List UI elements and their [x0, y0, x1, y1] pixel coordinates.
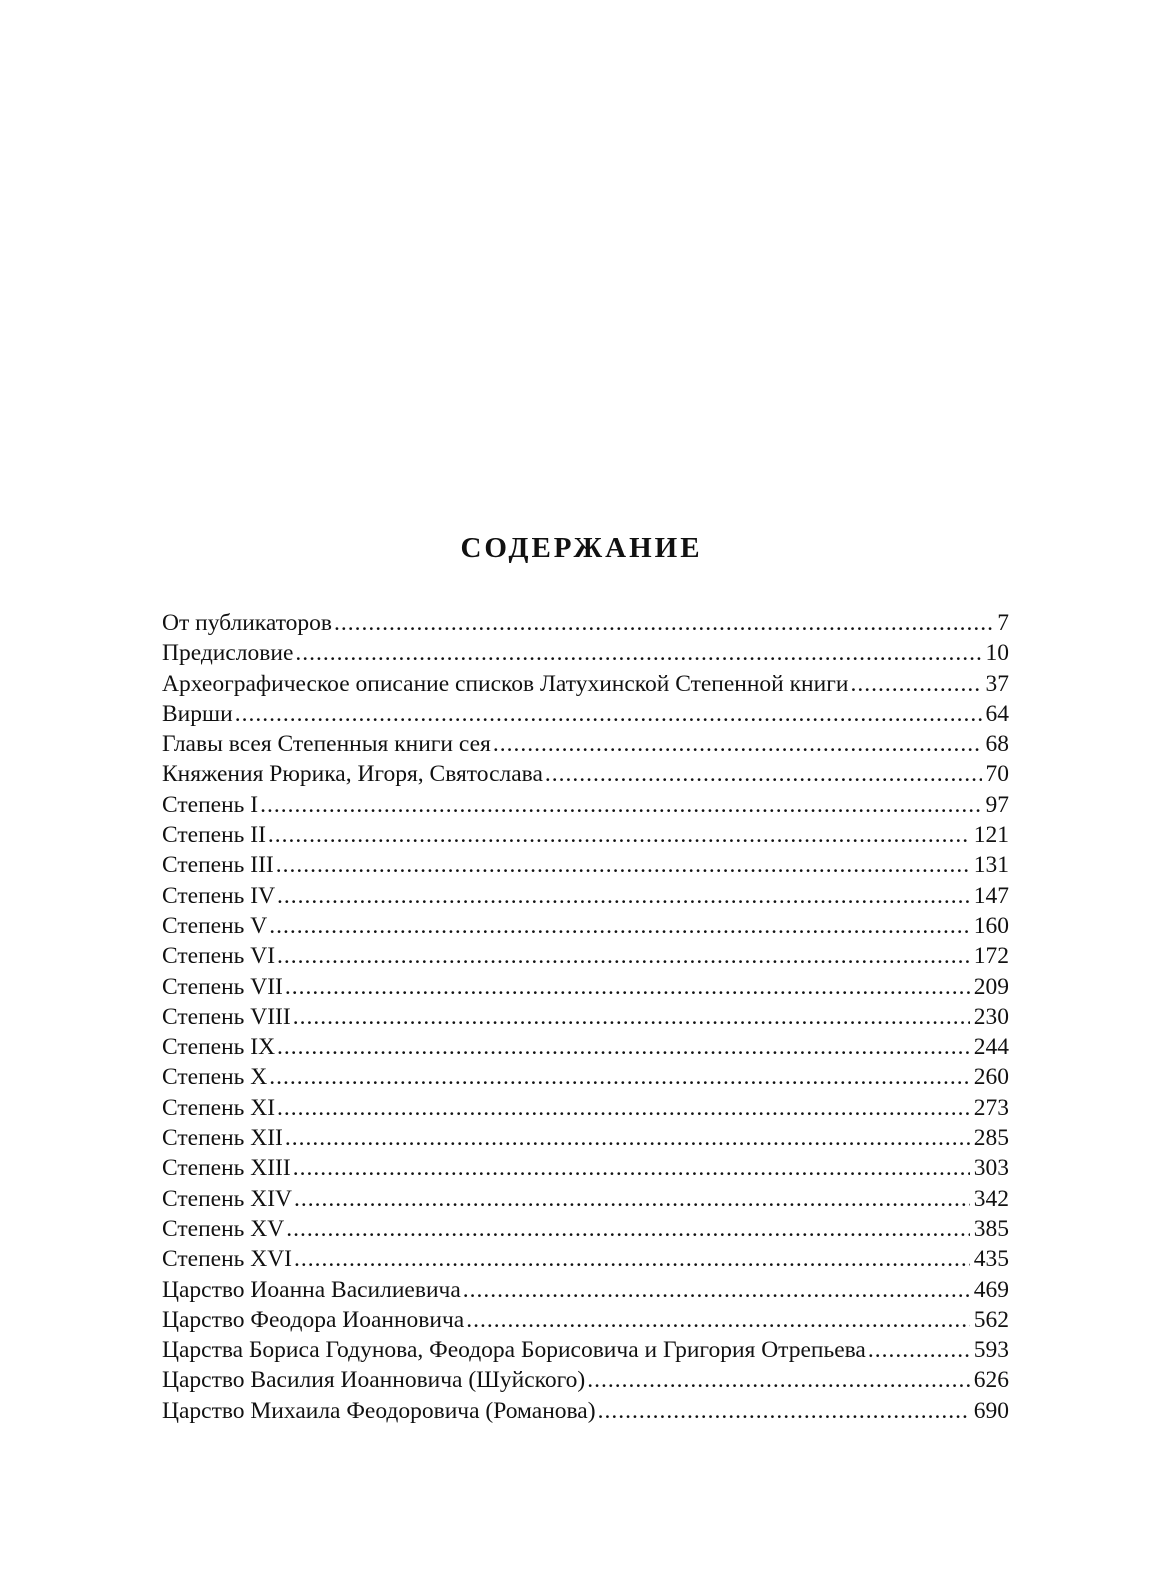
- toc-entry-page-number: 690: [973, 1397, 1009, 1424]
- dot-leader: [285, 972, 970, 1002]
- toc-entry[interactable]: [162, 1093, 1009, 1123]
- toc-entry-page-number: 7: [997, 610, 1009, 636]
- toc-entry-title: Вирши: [162, 700, 233, 727]
- toc-entry[interactable]: [162, 1184, 1009, 1214]
- toc-entry[interactable]: [162, 1335, 1009, 1365]
- toc-entry-page-number: 131: [973, 852, 1009, 879]
- toc-entry-page-number: 626: [973, 1367, 1009, 1394]
- toc-entry-page-number: 147: [973, 882, 1009, 909]
- toc-entry-page-number: 160: [973, 912, 1009, 939]
- dot-leader: [277, 881, 970, 911]
- toc-entry[interactable]: [162, 1305, 1009, 1335]
- toc-entry[interactable]: [162, 699, 1009, 729]
- toc-entry-page-number: 385: [973, 1215, 1009, 1242]
- toc-entry[interactable]: [162, 759, 1009, 789]
- page-title: СОДЕРЖАНИЕ: [460, 532, 703, 565]
- toc-entry-page-number: 37: [985, 670, 1009, 697]
- dot-leader: [276, 850, 970, 880]
- toc-entry-page-number: 285: [973, 1125, 1009, 1152]
- dot-leader: [868, 1335, 970, 1365]
- dot-leader: [269, 1062, 970, 1092]
- toc-entry-title: Степень XIV: [162, 1185, 293, 1212]
- toc-entry[interactable]: [162, 669, 1009, 699]
- dot-leader: [850, 669, 981, 699]
- toc-entry[interactable]: [162, 1365, 1009, 1395]
- toc-entry-title: Степень XIII: [162, 1155, 291, 1182]
- toc-entry[interactable]: [162, 1123, 1009, 1153]
- toc-entry-page-number: 97: [985, 791, 1009, 818]
- toc-entry-page-number: 562: [973, 1306, 1009, 1333]
- toc-entry-title: От публикаторов: [162, 610, 332, 636]
- toc-entry[interactable]: [162, 729, 1009, 759]
- dot-leader: [235, 699, 982, 729]
- toc-entry[interactable]: [162, 1396, 1009, 1426]
- dot-leader: [277, 1032, 970, 1062]
- toc-entry-page-number: 260: [973, 1064, 1009, 1091]
- dot-leader: [545, 759, 982, 789]
- dot-leader: [285, 1123, 970, 1153]
- toc-entry-page-number: 64: [985, 700, 1009, 727]
- toc-entry-page-number: 209: [973, 973, 1009, 1000]
- dot-leader: [493, 729, 982, 759]
- toc-entry-title: Степень IV: [162, 882, 276, 909]
- toc-entry[interactable]: [162, 972, 1009, 1002]
- toc-entry[interactable]: [162, 911, 1009, 941]
- dot-leader: [293, 1153, 970, 1183]
- dot-leader: [277, 1093, 970, 1123]
- toc-entry-title: Степень XI: [162, 1094, 276, 1121]
- toc-entry-page-number: 10: [985, 640, 1009, 667]
- toc-entry[interactable]: [162, 850, 1009, 880]
- dot-leader: [294, 1184, 970, 1214]
- toc-entry-title: Степень I: [162, 791, 259, 818]
- toc-entry-page-number: 121: [973, 822, 1009, 849]
- dot-leader: [269, 911, 970, 941]
- toc-entry[interactable]: [162, 790, 1009, 820]
- toc-entry-title: Степень VIII: [162, 1003, 291, 1030]
- toc-entry[interactable]: [162, 1214, 1009, 1244]
- toc-entry-title: Царство Иоанна Василиевича: [162, 1276, 461, 1303]
- toc-entry[interactable]: [162, 1032, 1009, 1062]
- toc-entry[interactable]: [162, 608, 1009, 638]
- toc-entry-title: Степень VI: [162, 943, 276, 970]
- toc-entry-title: Царства Бориса Годунова, Феодора Борисовича и Григория Отрепьева: [162, 1337, 866, 1364]
- toc-entry-page-number: 342: [973, 1185, 1009, 1212]
- toc-entry-page-number: 230: [973, 1003, 1009, 1030]
- toc-entry-title: Степень IX: [162, 1034, 276, 1061]
- toc-entry[interactable]: [162, 1002, 1009, 1032]
- toc-entry-title: Степень X: [162, 1064, 268, 1091]
- toc-entry-page-number: 172: [973, 943, 1009, 970]
- dot-leader: [268, 820, 970, 850]
- toc-entry-title: Главы всея Степенныя книги сея: [162, 731, 491, 758]
- toc-entry-title: Царство Василия Иоанновича (Шуйского): [162, 1367, 586, 1394]
- dot-leader: [295, 638, 981, 668]
- toc-entry-title: Степень III: [162, 852, 274, 879]
- toc-entry-title: Царство Феодора Иоанновича: [162, 1306, 465, 1333]
- toc-entry[interactable]: [162, 1244, 1009, 1274]
- toc-entry-title: Степень XV: [162, 1215, 285, 1242]
- toc-entry-title: Степень XII: [162, 1125, 283, 1152]
- toc-entry[interactable]: [162, 941, 1009, 971]
- toc-entry-page-number: 68: [985, 731, 1009, 758]
- toc-entry-page-number: 303: [973, 1155, 1009, 1182]
- toc-entry-title: Княжения Рюрика, Игоря, Святослава: [162, 761, 543, 788]
- toc-entry-title: Степень VII: [162, 973, 283, 1000]
- toc-entry-page-number: 469: [973, 1276, 1009, 1303]
- toc-entry-title: Степень II: [162, 822, 266, 849]
- toc-entry-page-number: 244: [973, 1034, 1009, 1061]
- toc-entry[interactable]: [162, 1275, 1009, 1305]
- toc-entry[interactable]: [162, 1153, 1009, 1183]
- toc-entry[interactable]: [162, 638, 1009, 668]
- dot-leader: [277, 941, 970, 971]
- toc-entry-title: Царство Михаила Феодоровича (Романова): [162, 1397, 596, 1424]
- toc-entry-title: Степень XVI: [162, 1246, 293, 1273]
- dot-leader: [587, 1365, 969, 1395]
- dot-leader: [463, 1275, 970, 1305]
- toc-entry-title: Степень V: [162, 912, 268, 939]
- toc-entry[interactable]: [162, 820, 1009, 850]
- toc-entry-page-number: 435: [973, 1246, 1009, 1273]
- toc-entry[interactable]: [162, 1062, 1009, 1092]
- dot-leader: [294, 1244, 970, 1274]
- dot-leader: [334, 608, 993, 638]
- toc-entry[interactable]: [162, 881, 1009, 911]
- dot-leader: [598, 1396, 970, 1426]
- toc-entry-title: Предисловие: [162, 640, 294, 667]
- dot-leader: [260, 790, 981, 820]
- toc-entry-title: Археографическое описание списков Латухинской Степенной книги: [162, 670, 849, 697]
- dot-leader: [286, 1214, 970, 1244]
- toc-entry-page-number: 593: [973, 1337, 1009, 1364]
- toc-entry-page-number: 273: [973, 1094, 1009, 1121]
- dot-leader: [293, 1002, 970, 1032]
- toc-entry-page-number: 70: [985, 761, 1009, 788]
- table-of-contents: [162, 608, 1009, 1426]
- dot-leader: [466, 1305, 970, 1335]
